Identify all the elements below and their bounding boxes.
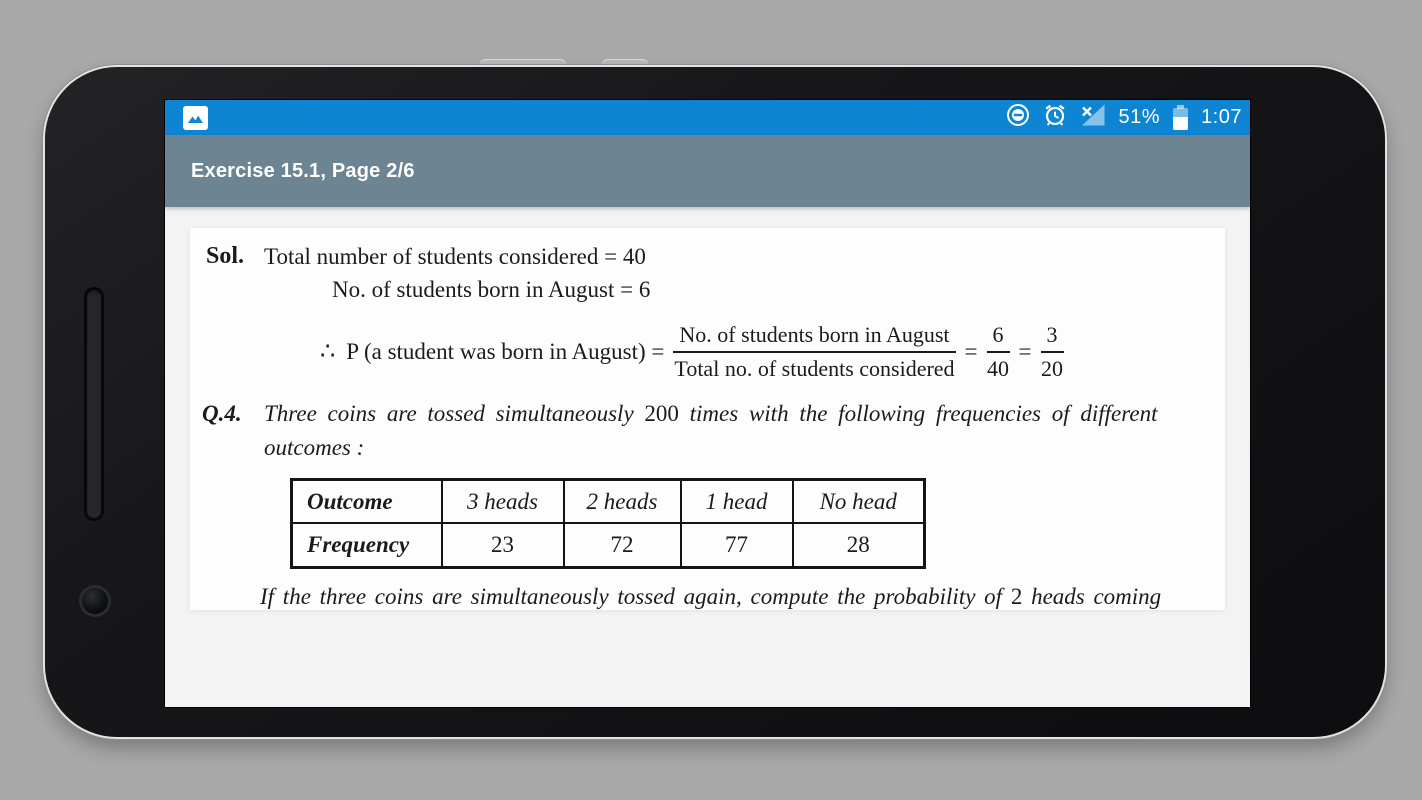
outcome-no-head: No head [793, 479, 925, 523]
question-4 [202, 397, 1225, 431]
do-not-disturb-icon [1006, 103, 1030, 132]
table-row-outcome [292, 479, 925, 523]
front-camera [82, 588, 108, 614]
fraction-3-20: $\frac{3}{20}$ [1041, 322, 1064, 381]
table-row-frequency [292, 523, 925, 567]
page-title: Exercise 15.1, Page 2/6 [191, 159, 415, 182]
outcome-3-heads: 3 heads [442, 479, 564, 523]
equals-sign-2: = [1018, 338, 1032, 364]
fraction-denominator: Total no. of students considered [674, 355, 955, 381]
frequency-value-4: 28 [793, 523, 925, 567]
formula-lhs: P (a student was born in August) = [346, 338, 665, 364]
solution-text-1: Total number of students considered = 40 [264, 244, 646, 269]
probability-formula [320, 322, 1225, 382]
outcome-1-head: 1 head [681, 479, 793, 523]
fraction-6-40: $\frac{6}{40}$ [987, 322, 1010, 381]
question-continuation: If the three coins are simultaneously tossed again, compute the probability of 2 heads coming [260, 583, 1162, 609]
image-thumbnail-icon [183, 106, 208, 130]
outcome-2-heads: 2 heads [564, 479, 681, 523]
clock-time: 1:07 [1201, 106, 1242, 128]
frequency-value-1: 23 [442, 523, 564, 567]
question-text-line2: outcomes : [264, 434, 365, 460]
phone-frame [45, 67, 1385, 737]
solution-label: Sol. [206, 243, 245, 269]
battery-icon [1173, 105, 1188, 130]
status-bar [165, 100, 1250, 135]
fraction-numerator: No. of students born in August [673, 322, 955, 353]
question-text: Three coins are tossed simultaneously 200 times with the following frequencies of different [264, 400, 1158, 426]
solution-line-1 [206, 240, 1225, 273]
equals-sign-1: = [964, 338, 978, 364]
solution-line-2: No. of students born in August = 6 [332, 277, 651, 302]
battery-percent: 51% [1118, 106, 1161, 128]
speaker-grill [84, 287, 104, 521]
app-toolbar [165, 135, 1250, 207]
viewer-content [165, 207, 1250, 707]
outcome-header-cell: Outcome [292, 479, 442, 523]
phone-screen [165, 100, 1250, 707]
therefore-symbol: ∴ [320, 339, 336, 366]
frequency-header-cell: Frequency [292, 523, 442, 567]
scanned-page[interactable] [190, 228, 1225, 610]
alarm-clock-icon [1043, 103, 1067, 132]
frequency-table [290, 478, 926, 569]
frequency-value-3: 77 [681, 523, 793, 567]
question-label: Q.4. [202, 400, 242, 426]
frequency-value-2: 72 [564, 523, 681, 567]
no-signal-icon [1080, 103, 1106, 132]
trial-count: 200 [644, 400, 679, 426]
fraction-main [673, 322, 955, 382]
